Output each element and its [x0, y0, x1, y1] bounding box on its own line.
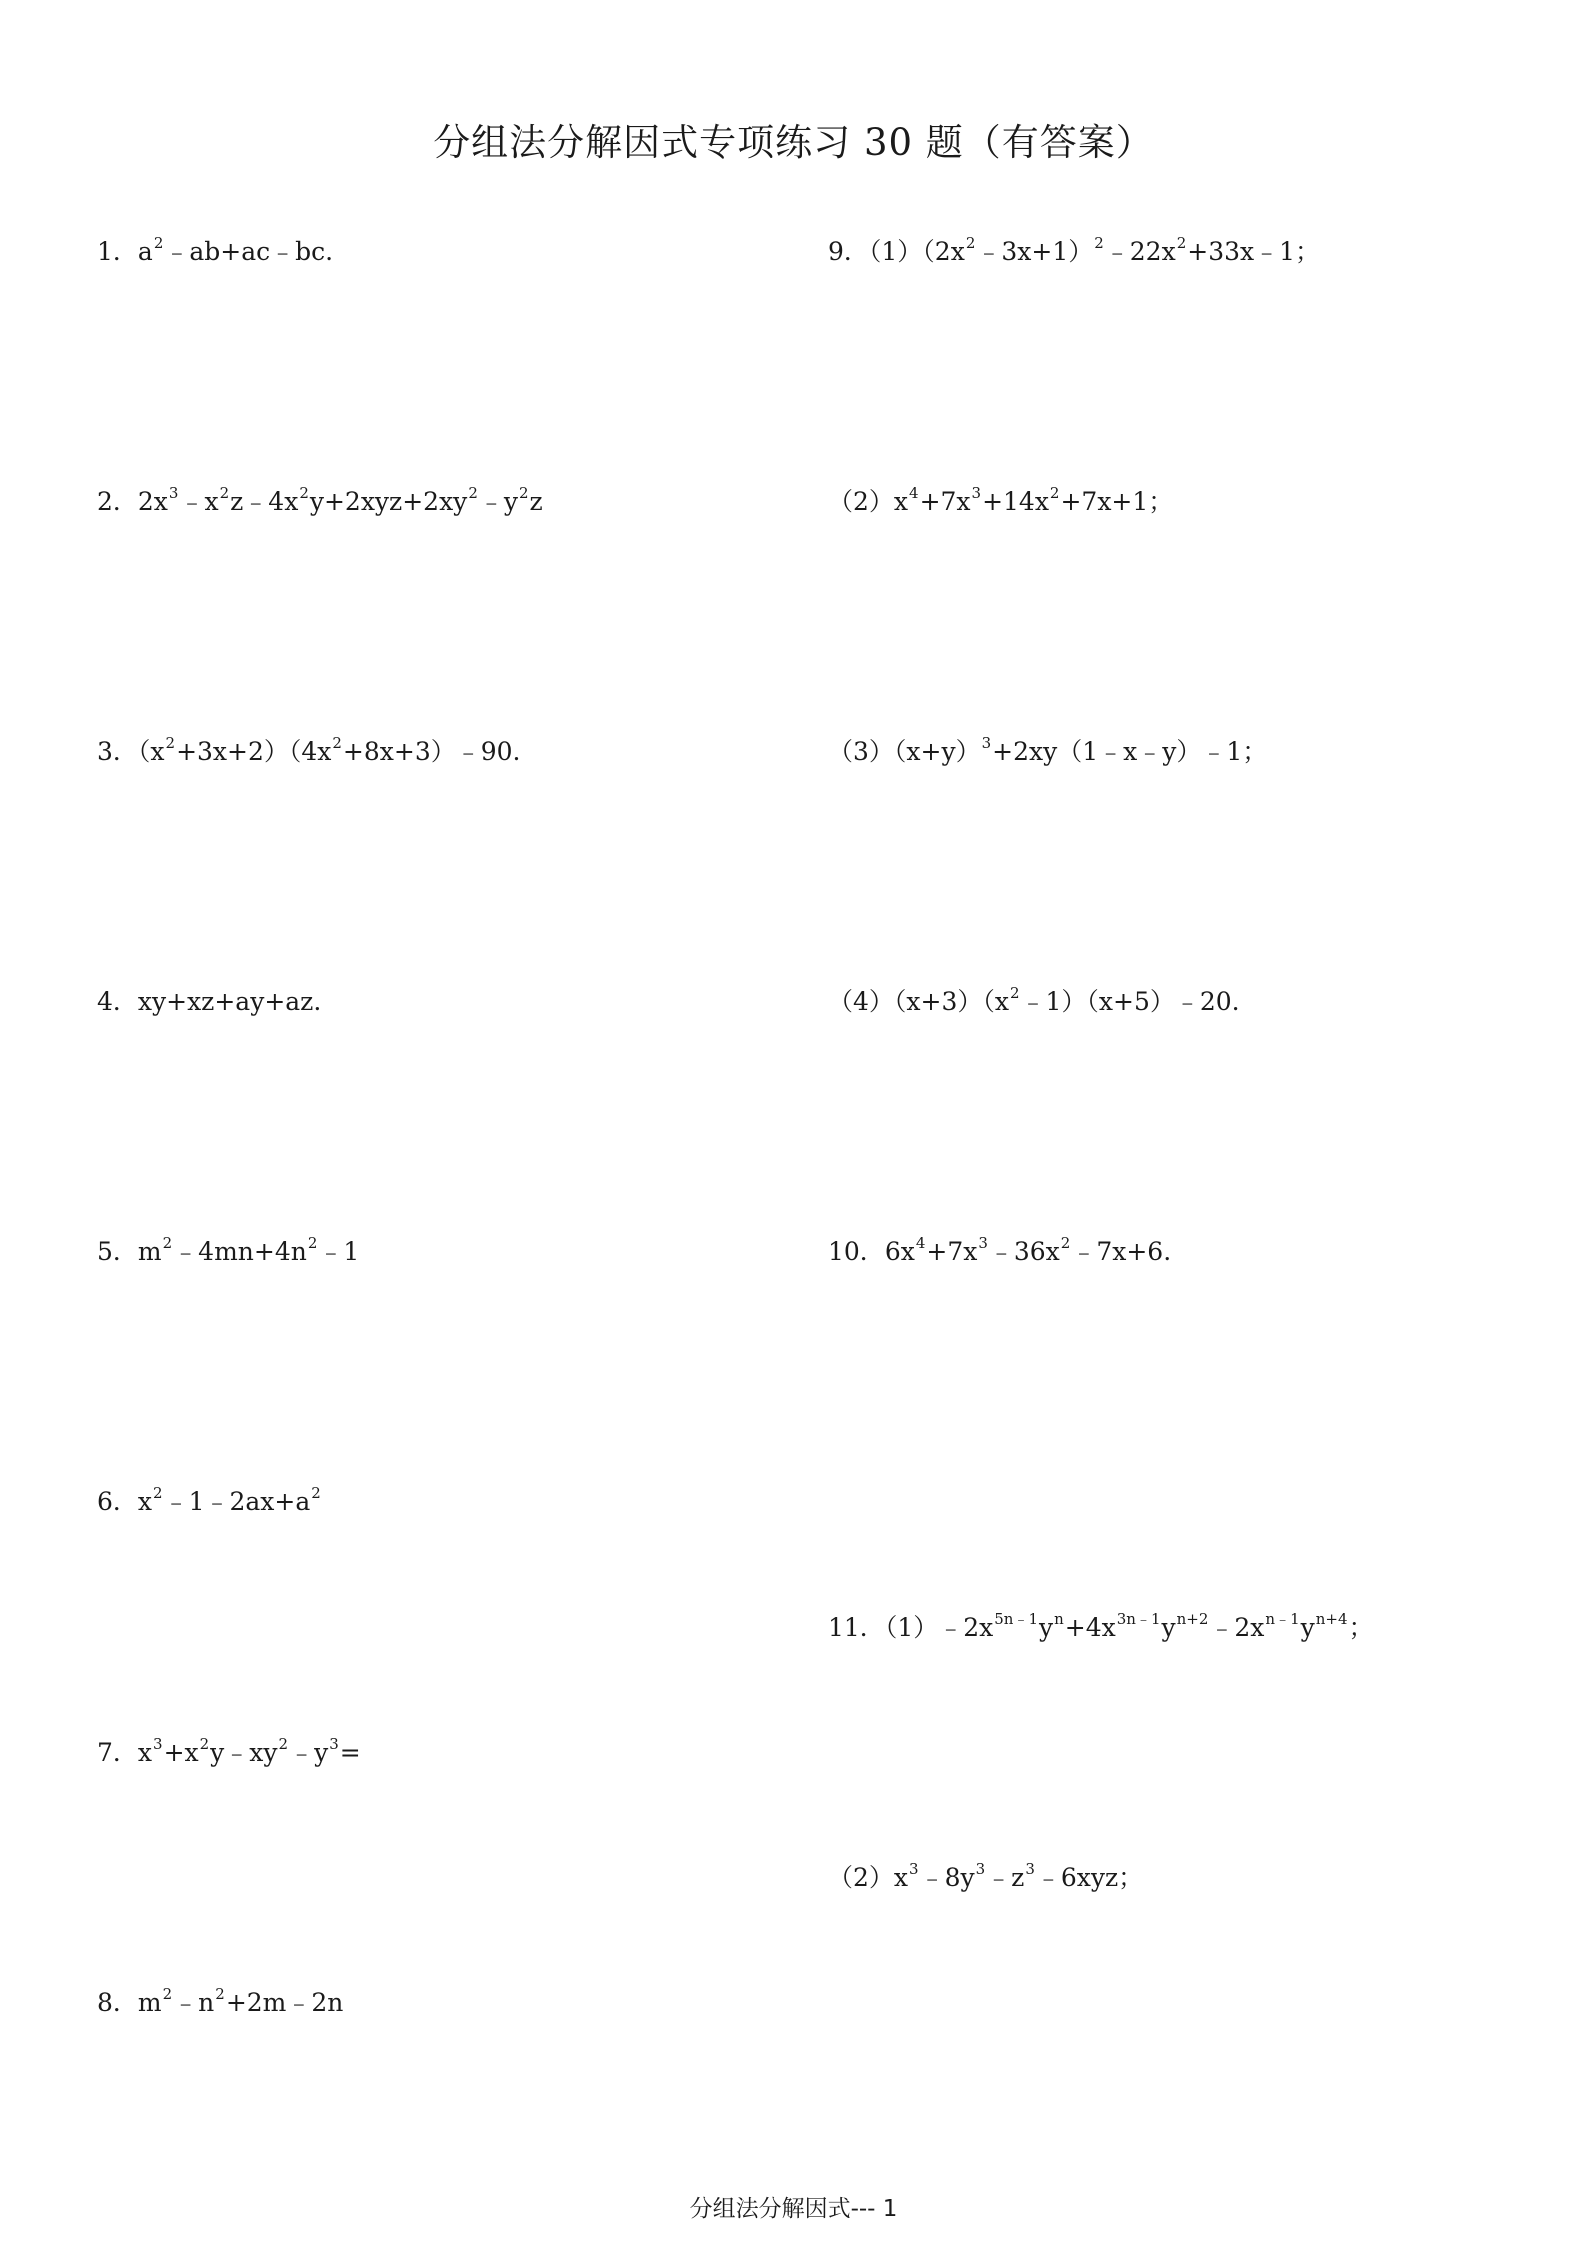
problem-1: 1．$a^2﹣ab+ac﹣bc$. [97, 234, 334, 266]
problem-number: 5． [97, 1237, 138, 1266]
problem-number: 4． [97, 987, 138, 1016]
problem-number: 2． [97, 487, 138, 516]
problem-9-2: $(2)x^4+7x^3+14x^2+7x+1$； [828, 484, 1174, 516]
problem-5: 5．$m^2﹣4mn+4n^2﹣1$ [97, 1234, 360, 1266]
problem-3: 3．$(x^2+3x+2)(4x^2+8x+3)﹣90$. [97, 734, 521, 766]
page-footer: 分组法分解因式--- 1 [689, 2196, 898, 2222]
problem-4: 4．xy+xz+ay+az. [97, 987, 322, 1016]
problem-number: 3． [97, 737, 138, 766]
problem-number: 10． [828, 1237, 885, 1266]
problem-6: 6．$x^2﹣1﹣2ax+a^2$ [97, 1484, 321, 1516]
problem-number: 1． [97, 237, 138, 266]
problem-7: 7．$x^3+x^2y﹣xy^2﹣y^3=$ [97, 1735, 361, 1767]
page-title: 分组法分解因式专项练习 30 题（有答案） [433, 121, 1154, 164]
problem-10: 10．$6x^4+7x^3﹣36x^2﹣7x+6$. [828, 1234, 1172, 1266]
problem-9-4: $(4)(x+3)(x^2﹣1)(x+5)﹣20$. [828, 984, 1240, 1016]
problem-number: 6． [97, 1487, 138, 1516]
problem-number: 9． [828, 237, 869, 266]
problem-9-1: 9．$(1)(2x^2﹣3x+1)^2﹣22x^2+33x﹣1$； [828, 234, 1321, 266]
problem-11-1: 11．$(1)﹣2x^{5n﹣1}y^n+4x^{3n﹣1}y^{n+2}﹣2x^{n﹣1}y^{n+4}$； [828, 1610, 1374, 1642]
problem-number: 8． [97, 1988, 138, 2017]
problem-number: 7． [97, 1738, 138, 1767]
problem-11-2: $(2)x^3﹣8y^3﹣z^3﹣6xyz$； [828, 1860, 1144, 1892]
problem-9-3: $(3)(x+y)^3+2xy(1﹣x﹣y)﹣1$； [828, 734, 1268, 766]
problem-2: 2．$2x^3﹣x^2z﹣4x^2y+2xyz+2xy^2﹣y^2z$ [97, 484, 543, 516]
problem-8: 8．$m^2﹣n^2+2m﹣2n$ [97, 1985, 344, 2017]
problem-number: 11． [828, 1613, 885, 1642]
